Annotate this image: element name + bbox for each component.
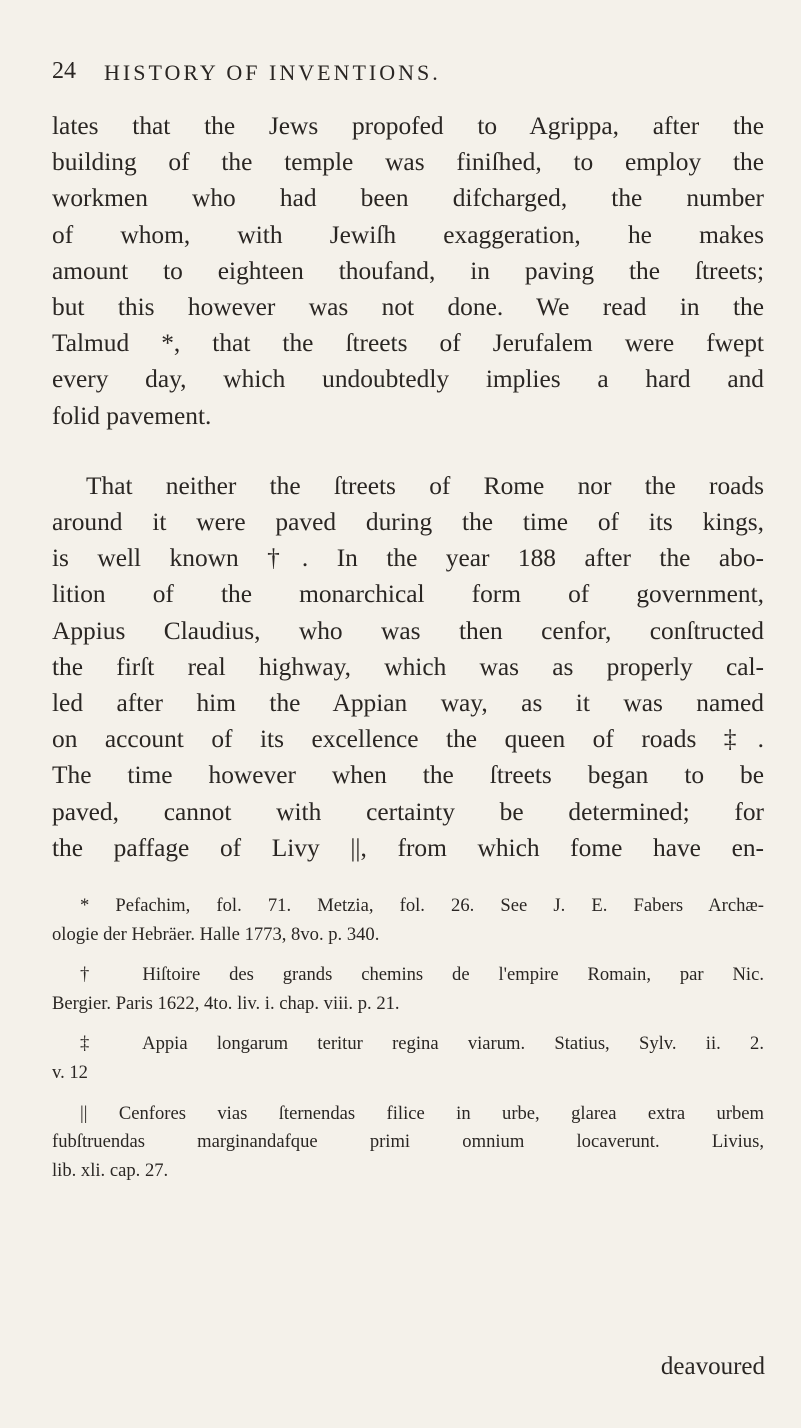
running-title: HISTORY OF INVENTIONS. xyxy=(104,60,441,85)
text-line: but this however was not done. We read in the xyxy=(52,293,764,322)
footnote xyxy=(52,1100,764,1186)
text-line: the paffage of Livy ||, from which fome have en- xyxy=(52,833,764,862)
text-line: Talmud *, that the ſtreets of Jerufalem were fwept xyxy=(52,329,764,358)
footnote-line: ologie der Hebräer. Halle 1773, 8vo. p. 340. xyxy=(52,923,380,945)
paragraph-1 xyxy=(52,108,764,434)
footnote-line: Bergier. Paris 1622, 4to. liv. i. chap. viii. p. 21. xyxy=(52,992,400,1014)
footnotes xyxy=(52,892,764,1185)
book-page xyxy=(52,58,764,1197)
text-line: lition of the monarchical form of government, xyxy=(52,580,764,609)
paragraph-2 xyxy=(52,468,764,866)
text-line: The time however when the ſtreets began to be xyxy=(52,761,764,790)
text-line: amount to eighteen thoufand, in paving the ſtreets; xyxy=(52,256,764,285)
text-line: of whom, with Jewiſh exaggeration, he makes xyxy=(52,220,764,249)
text-line: around it were paved during the time of its kings, xyxy=(52,508,764,537)
running-head xyxy=(52,58,764,98)
text-line: workmen who had been difcharged, the number xyxy=(52,184,764,213)
text-line: paved, cannot with certainty be determined; for xyxy=(52,797,764,826)
footnote-line: lib. xli. cap. 27. xyxy=(52,1159,169,1181)
text-line: every day, which undoubtedly implies a hard and xyxy=(52,365,764,394)
page-number: 24 xyxy=(52,58,76,84)
text-line: building of the temple was finiſhed, to employ the xyxy=(52,148,764,177)
text-line: on account of its excellence the queen of roads ‡. xyxy=(52,725,764,754)
footnote xyxy=(52,1030,764,1087)
text-line: the firſt real highway, which was as properly cal- xyxy=(52,652,764,681)
text-line: Appius Claudius, who was then cenfor, conſtructed xyxy=(52,616,764,645)
text-line: lates that the Jews propofed to Agrippa, after the xyxy=(52,112,764,140)
footnote-line: fubſtruendas marginandafque primi omnium locaverunt. Livius, xyxy=(52,1131,764,1153)
footnote-line: ‡ Appia longarum teritur regina viarum. Statius, Sylv. ii. 2. xyxy=(80,1033,764,1055)
catchword: deavoured xyxy=(660,1353,765,1380)
text-line: is well known †. In the year 188 after the abo- xyxy=(52,544,764,573)
text-line: That neither the ſtreets of Rome nor the roads xyxy=(86,471,764,500)
footnote-line: || Cenfores vias ſternendas filice in urbe, glarea extra urbem xyxy=(80,1102,764,1124)
footnote xyxy=(52,961,764,1018)
text-line: led after him the Appian way, as it was named xyxy=(52,689,764,718)
footnote-line: * Pefachim, fol. 71. Metzia, fol. 26. See J. E. Fabers Archæ- xyxy=(80,895,764,917)
footnote xyxy=(52,892,764,949)
footnote-line: † Hiſtoire des grands chemins de l'empire Romain, par Nic. xyxy=(80,964,764,986)
footnote-line: v. 12 xyxy=(52,1062,88,1084)
text-line: folid pavement. xyxy=(52,401,212,430)
